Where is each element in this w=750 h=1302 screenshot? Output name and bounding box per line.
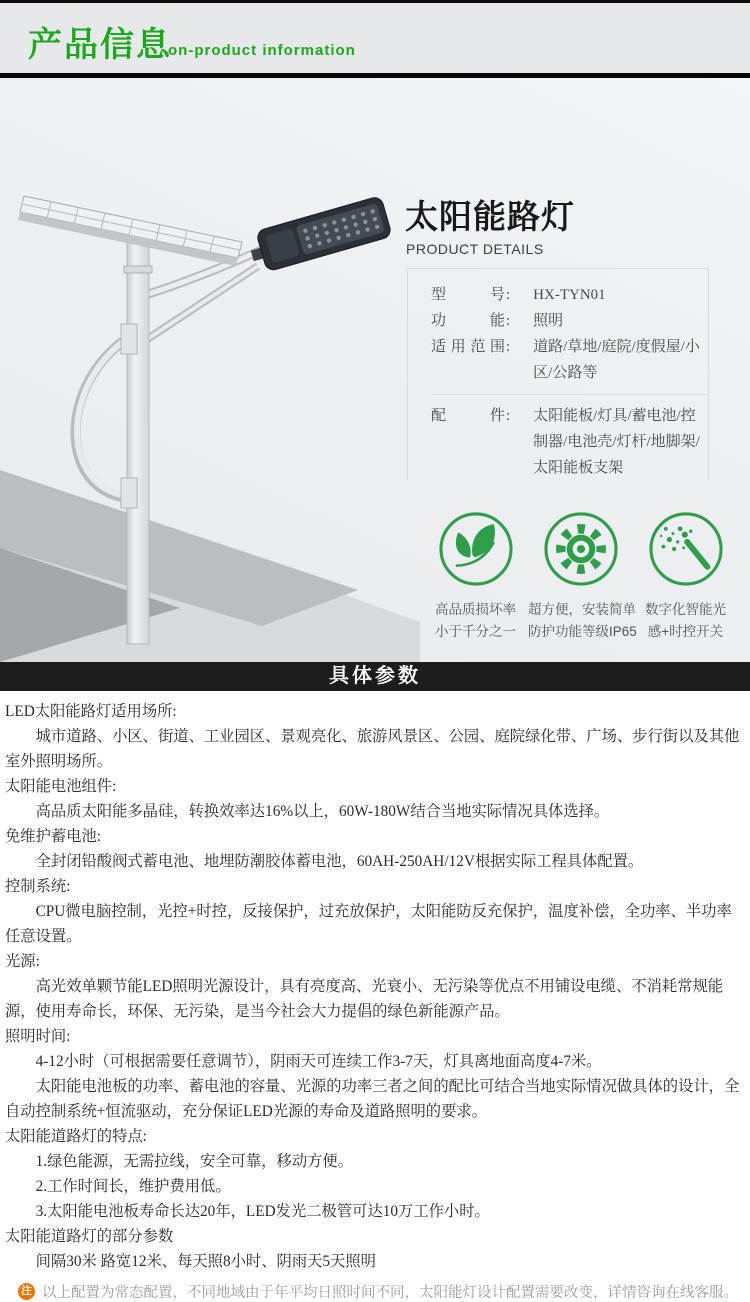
feature-smart <box>633 511 738 643</box>
header <box>0 0 750 78</box>
paragraph: 3.太阳能电池板寿命长达20年，LED发光二极管可达10万工作小时。 <box>5 1203 490 1220</box>
product-info-column <box>405 198 735 257</box>
paragraph: LED太阳能路灯适用场所: <box>5 703 177 720</box>
spec-label: 功能 <box>431 313 505 329</box>
paragraph: 太阳能电池组件: <box>5 778 117 795</box>
paragraph: 太阳能道路灯的特点: <box>5 1128 147 1145</box>
spec-value: HX-TYN01 <box>533 287 606 303</box>
spec-table <box>407 268 709 480</box>
paragraph: CPU微电脑控制，光控+时控，反接保护，过充放保护，太阳能防反充保护，温度补偿，全功率、半功率任意设置。 <box>5 903 732 945</box>
header-top-strip <box>0 0 750 3</box>
paragraph: 控制系统: <box>5 878 71 895</box>
feature-label-line1: 数字化智能光 <box>645 602 726 617</box>
feature-label-line2: 防护功能等级IP65 <box>528 624 637 639</box>
spec-label: 型号 <box>431 287 505 303</box>
feature-label-line1: 高品质损坏率 <box>435 602 516 617</box>
feature-quality <box>423 511 528 643</box>
lamp-head <box>246 196 392 275</box>
paragraph: 间隔30米 路宽12米、每天照8小时、阴雨天5天照明 <box>5 1253 376 1270</box>
spec-row-function: 功能 : 照明 <box>431 308 708 334</box>
product-title: 太阳能路灯 <box>405 198 575 235</box>
paragraph: 太阳能电池板的功率、蓄电池的容量、光源的功率三者之间的配比可结合当地实际情况做具体的设计，全自动控制系统+恒流驱动，充分保证LED光源的寿命及道路照明的要求。 <box>5 1078 740 1120</box>
paragraph: 照明时间: <box>5 1028 71 1045</box>
paragraph: 城市道路、小区、街道、工业园区、景观亮化、旅游风景区、公园、庭院绿化带、广场、步行街以及其他室外照明场所。 <box>5 728 740 770</box>
spec-row-model: 型号 : HX-TYN01 <box>431 282 708 308</box>
leaf-icon <box>438 511 514 587</box>
spec-label: 适用范围 <box>431 339 505 355</box>
paragraph: 4-12小时（可根据需要任意调节），阴雨天可连续工作3-7天，灯具离地面高度4-7米。 <box>5 1053 602 1070</box>
section-banner-title: 具体参数 <box>329 665 421 687</box>
header-title: 产品信息 <box>28 26 172 64</box>
paragraph: 1.绿色能源，无需拉线，安全可靠，移动方便。 <box>5 1153 354 1170</box>
header-subtitle: on-product information <box>168 42 356 59</box>
spec-row-scope: 适用范围 : 道路/草地/庭院/度假屋/小区/公路等 <box>431 334 708 386</box>
magic-wand-icon <box>648 511 724 587</box>
feature-label-line1: 超方便，安装简单 <box>528 602 636 617</box>
footnote <box>5 1281 745 1302</box>
details-section <box>0 691 750 1302</box>
paragraph: 高光效单颗节能LED照明光源设计，具有亮度高、光衰小、无污染等优点不用铺设电缆、不消耗常规能源，使用寿命长，环保、无污染，是当今社会大力提倡的绿色新能源产品。 <box>5 978 724 1020</box>
paragraph: 光源: <box>5 953 40 970</box>
paragraph: 高品质太阳能多晶硅，转换效率达16%以上，60W-180W结合当地实际情况具体选择。 <box>5 803 610 820</box>
spec-value: 道路/草地/庭院/度假屋/小区/公路等 <box>533 339 700 381</box>
spec-value: 太阳能板/灯具/蓄电池/控制器/电池壳/灯杆/地脚架/太阳能板支架 <box>533 408 700 476</box>
product-showcase <box>0 78 750 662</box>
feature-list <box>423 511 738 643</box>
paragraph: 太阳能道路灯的部分参数 <box>5 1228 174 1245</box>
lamp-pole <box>127 234 149 644</box>
feature-install <box>528 511 637 643</box>
note-badge: 注 <box>18 1283 35 1300</box>
paragraph: 2.工作时间长，维护费用低。 <box>5 1178 231 1195</box>
product-subtitle: PRODUCT DETAILS <box>406 241 544 257</box>
street-light-image <box>0 78 420 662</box>
spec-label: 配件 <box>431 408 505 424</box>
gear-icon <box>543 511 619 587</box>
spec-row-accessories: 配件 : 太阳能板/灯具/蓄电池/控制器/电池壳/灯杆/地脚架/太阳能板支架 <box>431 394 707 481</box>
feature-label-line2: 小于千分之一 <box>435 624 516 639</box>
feature-label-line2: 感+时控开关 <box>647 624 724 639</box>
paragraph: 全封闭铅酸阀式蓄电池、地埋防潮胶体蓄电池，60AH-250AH/12V根据实际工程具体配置。 <box>5 853 644 870</box>
spec-value: 照明 <box>533 313 564 329</box>
section-banner <box>0 662 750 691</box>
paragraph: 免维护蓄电池: <box>5 828 102 845</box>
note-text: 以上配置为常态配置，不同地域由于年平均日照时间不同，太阳能灯设计配置需要改变，详情咨询在线客服。 <box>42 1285 738 1301</box>
